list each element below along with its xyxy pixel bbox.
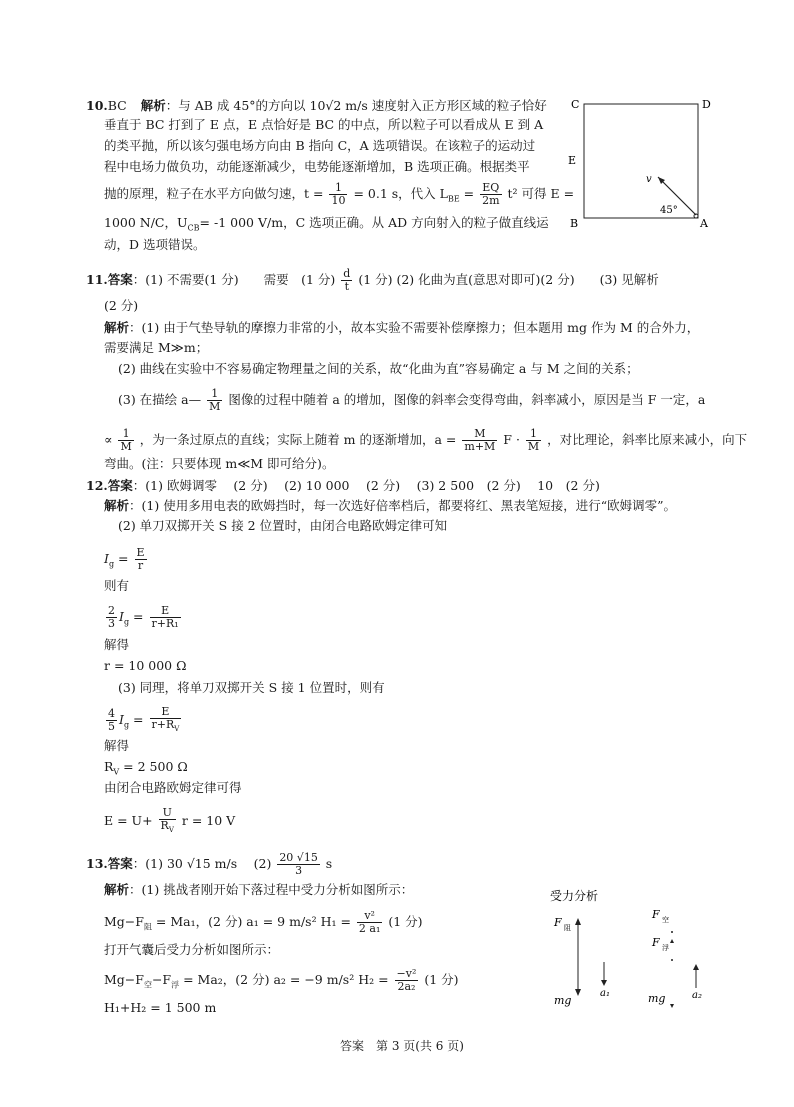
frac-num: M xyxy=(462,428,497,441)
q12-eq3: $\frac{4}{5}$ $I_g$ = $\frac{E}{r+R_V}$ xyxy=(108,705,180,734)
eq2-d: (1 分) xyxy=(424,972,459,987)
q12-frac-errv xyxy=(150,706,182,735)
sub-kong: 空 xyxy=(143,980,152,990)
frac-num: E xyxy=(150,605,181,618)
frac-den: M xyxy=(120,440,132,453)
frac-den: M xyxy=(527,440,540,453)
q12-answer-label: 答案 xyxy=(107,478,133,493)
q13-eq2 xyxy=(104,968,459,994)
q11-frac-1m-2 xyxy=(118,428,133,453)
q10-line-6b: = -1 000 V/m，C 选项正确。从 AD 方向射入的粒子做直线运 xyxy=(199,215,549,230)
frac-num: E xyxy=(150,706,182,719)
q11-p3a: (3) 在描绘 a— xyxy=(118,392,202,407)
frac-den-text: R xyxy=(160,819,169,832)
q11-p1b: 需要满足 M≫m； xyxy=(104,340,209,355)
label-d: D xyxy=(702,98,711,111)
q11-number: 11. xyxy=(86,272,108,287)
frac-num: 2 xyxy=(108,604,115,617)
q12-r-value: r = 10 000 Ω xyxy=(104,658,187,673)
q12-eq2: $\frac{2}{3}$ $I_g$ = $\frac{E}{\text{r+R₁}}$ xyxy=(108,604,179,630)
eq1-a: Mg−F xyxy=(104,914,144,929)
frac-den: r+R₁ xyxy=(151,617,179,630)
force-f2: F xyxy=(652,908,660,921)
force-analysis-diagram xyxy=(540,884,720,1018)
eq-e-b: r = 10 V xyxy=(181,813,236,829)
q10-line-6 xyxy=(104,215,549,237)
eq2-a: Mg−F xyxy=(104,972,144,987)
arrow-down-2 xyxy=(670,1004,674,1008)
q12-solve2: 解得 xyxy=(104,738,130,753)
q11-answer-label: 答案 xyxy=(107,272,133,287)
q11-frac-m xyxy=(462,428,497,453)
q11-p1a-text: ：(1) 由于气垫导轨的摩擦力非常的小，故本实验不需要补偿摩擦力；但本题用 mg 作为 M 的合外力， xyxy=(129,320,700,335)
force-mg2: mg xyxy=(648,992,666,1005)
eq-sub-g: g xyxy=(108,559,115,569)
q12-p2: (2) 单刀双掷开关 S 接 2 位置时，由闭合电路欧姆定律可知 xyxy=(118,518,448,533)
frac-den: 3 xyxy=(108,617,115,630)
q12-frac-45 xyxy=(106,708,117,733)
q10-line-5b: = 0.1 s，代入 L xyxy=(353,186,448,201)
q10-line-5a: 抛的原理，粒子在水平方向做匀速，t = xyxy=(104,186,324,201)
angle-label: 45° xyxy=(660,205,678,216)
q13-number: 13. xyxy=(86,856,108,871)
q10-number: 10. xyxy=(86,98,108,113)
frac-den: r xyxy=(137,559,144,572)
frac-den: 2 a₁ xyxy=(358,922,381,935)
frac-num: −v² xyxy=(396,967,417,980)
force-f1-sub: 阻 xyxy=(564,924,571,932)
q13-p1 xyxy=(104,882,413,898)
q12-frac-23 xyxy=(106,605,117,630)
q13-frac1 xyxy=(357,910,382,935)
q12-p1 xyxy=(104,498,676,514)
frac-num: 1 xyxy=(207,388,222,401)
eq-i: I xyxy=(119,609,124,624)
page-footer: 答案 第 3 页(共 6 页) xyxy=(340,1039,464,1053)
frac-den: 10 xyxy=(331,194,346,207)
q11-p4b: ，为一条过原点的直线；实际上随着 m 的逐渐增加，a = xyxy=(139,432,457,447)
q13-answer-label: 答案 xyxy=(107,856,133,871)
q12-frac-err1 xyxy=(150,605,181,630)
q12-answer-line xyxy=(86,478,600,494)
frac-den: $R_V$ xyxy=(160,819,174,835)
eq1-b: = Ma₁，(2 分) a₁ = 9 m/s² H₁ = xyxy=(151,914,351,929)
accel-a2: a₂ xyxy=(692,990,702,1001)
q11-p4d: ，对比理论，斜率比原来减小，向下 xyxy=(547,432,748,447)
frac-num: U xyxy=(159,807,176,820)
q13-answer-line xyxy=(86,852,332,877)
q13-ans-b: s xyxy=(325,856,333,871)
q12-p3: (3) 同理，将单刀双掷开关 S 接 1 位置时，则有 xyxy=(118,680,385,695)
q13-frac-ans xyxy=(277,852,320,877)
q13-analysis-label: 解析 xyxy=(104,882,130,897)
q13-frac2 xyxy=(395,968,419,993)
dot-1 xyxy=(671,931,673,933)
rv-rest: = 2 500 Ω xyxy=(119,759,188,774)
q10-line-1: ：与 AB 成 45°的方向以 10√2 m/s 速度射入正方形区域的粒子恰好 xyxy=(165,98,547,113)
force-f2-sub: 空 xyxy=(662,916,669,924)
eq-e-a: E = U+ xyxy=(104,813,153,829)
label-a: A xyxy=(700,217,708,230)
q10-sub-be: BE xyxy=(447,194,460,204)
q11-frac-1m-3 xyxy=(526,428,541,453)
frac-den: 2m xyxy=(482,194,500,207)
q10-line-2: 垂直于 BC 打到了 E 点，E 点恰好是 BC 的中点，所以粒子可以看成从 E 到 A xyxy=(104,117,544,132)
frac-den: t xyxy=(344,280,350,293)
accel-arrow-1 xyxy=(601,980,607,986)
frac-num: 1 xyxy=(118,428,133,441)
frac-num: EQ xyxy=(480,182,501,195)
q12-then: 则有 xyxy=(104,578,130,593)
frac-num: d xyxy=(343,267,351,280)
frac-den: 3 xyxy=(295,864,303,877)
frac-num: v² xyxy=(357,910,382,923)
frac-num: 1 xyxy=(329,182,347,195)
frac-num: 1 xyxy=(526,428,541,441)
frac-den: 5 xyxy=(108,720,115,734)
q12-answer-text: ：(1) 欧姆调零 (2 分) (2) 10 000 (2 分) (3) 2 500 (2 分) 10 (2 分) xyxy=(132,478,600,493)
frac-den: M xyxy=(209,400,221,413)
q11-p4 xyxy=(104,428,747,453)
force-diagram-title: 受力分析 xyxy=(550,889,599,903)
eq-i: I xyxy=(119,712,124,728)
square-region xyxy=(584,104,698,218)
frac-den: m+M xyxy=(464,440,496,453)
q11-p4a: ∝ xyxy=(104,432,113,447)
q10-first-line xyxy=(86,98,547,114)
eq-sub-g: g xyxy=(123,720,130,730)
q13-p2: 打开气囊后受力分析如图所示： xyxy=(104,942,280,957)
q11-p5: 弯曲。(注：只要体现 m≪M 即可给分)。 xyxy=(104,456,335,471)
q10-line-3: 的类平抛，所以该匀强电场方向由 B 指向 C，A 选项错误。在该粒子的运动过 xyxy=(104,138,536,153)
q10-line-4: 程中电场力做负功，动能逐渐减少，电势能逐渐增加，B 选项正确。根据类平 xyxy=(104,159,530,174)
q12-number: 12. xyxy=(86,478,108,493)
q10-sub-cb: CB xyxy=(187,223,200,233)
square-field-diagram xyxy=(566,96,716,230)
sub-zu: 阻 xyxy=(143,922,152,932)
q13-p1-text: ：(1) 挑战者刚开始下落过程中受力分析如图所示： xyxy=(129,882,414,897)
q11-ans-b: (1 分) (2) 化曲为直(意思对即可)(2 分) (3) 见解析 xyxy=(358,272,659,287)
q12-p1-text: ：(1) 使用多用电表的欧姆挡时，每一次选好倍率档后，都要将红、黑表笔短接，进行“欧姆调零”。 xyxy=(129,498,676,513)
q11-analysis-label: 解析 xyxy=(104,320,130,335)
q11-p3 xyxy=(118,388,705,413)
q12-p4: 由闭合电路欧姆定律可得 xyxy=(104,780,242,795)
label-e: E xyxy=(568,154,577,167)
force-f3-sub: 浮 xyxy=(662,944,669,952)
frac-den: 2a₂ xyxy=(397,980,416,993)
q11-p3b: 图像的过程中随着 a 的增加，图像的斜率会变得弯曲，斜率减小，原因是当 F 一定，a xyxy=(228,392,706,407)
q12-frac-ur xyxy=(159,807,176,836)
q11-p1a xyxy=(104,320,699,336)
q12-frac-er xyxy=(135,547,147,572)
q11-frac-dt xyxy=(341,268,352,293)
label-v: v xyxy=(646,174,652,185)
force-mg1: mg xyxy=(554,994,572,1007)
eq2-b: −F xyxy=(151,972,172,987)
label-c: C xyxy=(571,98,580,111)
q10-frac-l xyxy=(480,182,501,207)
accel-a1: a₁ xyxy=(600,988,610,999)
q13-eq1 xyxy=(104,910,423,936)
eq1-c: (1 分) xyxy=(388,914,423,929)
frac-num: 4 xyxy=(108,707,115,721)
frac-den: $r+R_V$ xyxy=(151,718,180,734)
q11-p4c: F · xyxy=(503,432,520,447)
q12-rv-value: $R_V = 2$ 500 Ω xyxy=(104,759,188,777)
q13-ans-a: ：(1) 30 √15 m/s (2) xyxy=(132,856,272,871)
q12-solve: 解得 xyxy=(104,637,130,652)
frac-den-text: r+R xyxy=(151,718,175,731)
q10-line-7: 动，D 选项错误。 xyxy=(104,237,206,252)
arrow-down-1 xyxy=(575,989,581,996)
arrow-up-1 xyxy=(575,918,581,925)
q11-ans-line2: (2 分) xyxy=(104,298,139,313)
q12-analysis-label: 解析 xyxy=(104,498,130,513)
frac-num: E xyxy=(136,546,145,559)
force-f3: F xyxy=(652,936,660,949)
q12-eq4 xyxy=(104,807,235,836)
q12-eq1: $I_g$ = $\frac{E}{r}$ xyxy=(104,546,145,572)
sub-fu: 浮 xyxy=(171,980,180,990)
q10-analysis-label: 解析 xyxy=(140,98,166,113)
eq-sub-g: g xyxy=(123,617,130,627)
q11-frac-1m xyxy=(207,388,222,413)
q11-ans-a: ：(1) 不需要(1 分) 需要 (1 分) xyxy=(132,272,336,287)
accel-arrow-2 xyxy=(693,964,699,970)
q13-eq3: H₁+H₂ = 1 500 m xyxy=(104,1000,217,1015)
q10-answer: BC xyxy=(107,98,127,113)
q11-p2: (2) 曲线在实验中不容易确定物理量之间的关系，故“化曲为直”容易确定 a 与 M 之间的关系； xyxy=(118,361,639,376)
label-b: B xyxy=(570,217,579,230)
frac-num: 20 √15 xyxy=(279,851,318,864)
q10-line-5: 抛的原理，粒子在水平方向做匀速，t = $\frac{1}{10}$ = 0.1 s，代入 $L_{BE}$ = $\frac{EQ}{2m}$ t² 可得 E = xyxy=(104,181,575,207)
arrow-up-2 xyxy=(670,939,674,943)
rv-r: R xyxy=(104,759,114,774)
q10-frac-t xyxy=(329,182,347,207)
dot-2 xyxy=(671,959,673,961)
q10-line-5c: t² 可得 E = xyxy=(507,186,575,201)
q11-answer-line xyxy=(86,268,659,293)
eq2-c: = Ma₂，(2 分) a₂ = −9 m/s² H₂ = xyxy=(179,972,389,987)
eq-i: I xyxy=(104,551,109,566)
q10-line-6a: 1000 N/C，U xyxy=(104,215,188,230)
force-f1: F xyxy=(554,916,562,929)
